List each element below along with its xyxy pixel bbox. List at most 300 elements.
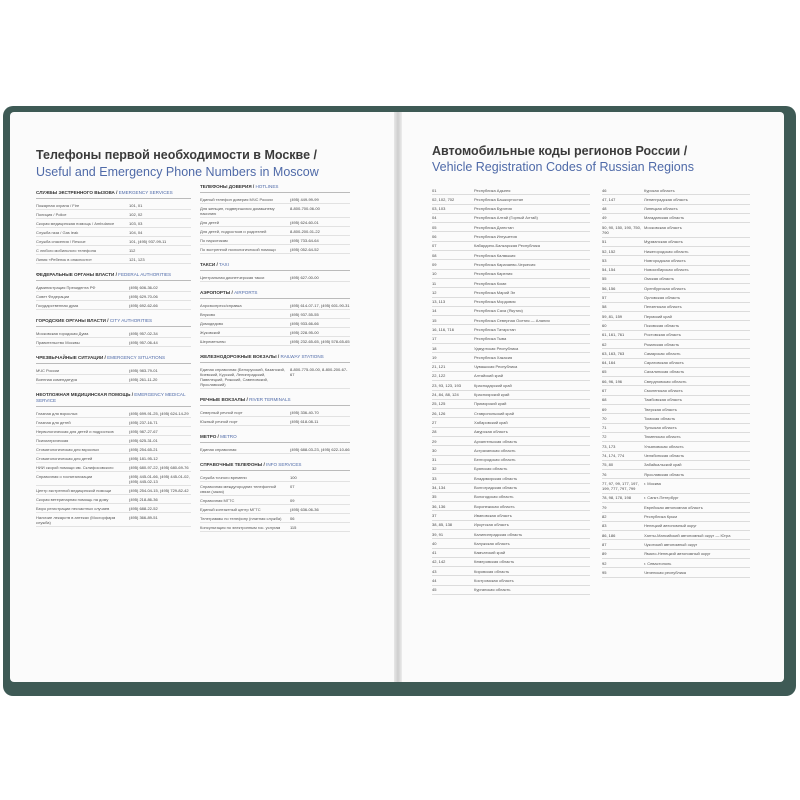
phone-service-name: Полиция / Police: [36, 211, 67, 217]
region-name: г. Санкт-Петербург: [644, 495, 679, 501]
phone-number: 112: [129, 247, 136, 253]
phone-section: [36, 392, 191, 527]
region-code: 13, 113: [432, 299, 446, 305]
phone-row: [36, 472, 191, 486]
region-row: [602, 550, 750, 559]
section-heading: [36, 355, 191, 364]
region-name: Свердловская область: [644, 378, 687, 384]
region-name: Ставропольский край: [474, 410, 514, 416]
section-heading-ru: СПРАВОЧНЫЕ ТЕЛЕФОНЫ /: [200, 462, 267, 467]
phone-row: [36, 283, 191, 292]
region-row: [602, 247, 750, 256]
phone-service-name: Нервологическая для детей и подростков: [36, 428, 114, 434]
region-code: 39, 91: [432, 531, 444, 537]
region-name: Чеченская республика: [644, 569, 687, 575]
section-heading-ru: ФЕДЕРАЛЬНЫЕ ОРГАНЫ ВЛАСТИ /: [36, 272, 119, 277]
phone-service-name: Единая справочная (Белорусский, Казанский, Киевский, Курский, Ленинградский, Павелецкий, Рижский, Савеловский, Ярославский): [200, 366, 285, 387]
phone-service-name: Служба спасения / Rescue: [36, 238, 86, 244]
phone-row: [200, 245, 350, 254]
phone-row: [200, 473, 350, 482]
phone-service-name: С любого мобильного телефона: [36, 247, 97, 253]
phone-number: (495) 232-65-65, (495) 578-65-65: [290, 338, 350, 344]
phone-number: 103, 03: [129, 220, 143, 226]
region-row: [602, 522, 750, 531]
region-codes-column-2: [602, 186, 750, 578]
region-code: 29: [432, 438, 437, 444]
region-code: 70: [602, 415, 607, 421]
phone-number: 8-800-775-00-00, 8-800-200-67-67: [290, 366, 348, 377]
region-name: Владимирская область: [474, 475, 518, 481]
phone-row: [200, 195, 350, 204]
region-row: [432, 372, 590, 381]
region-name: Калининградская область: [474, 531, 523, 537]
phone-service-name: Глазная для взрослых: [36, 410, 78, 416]
phone-service-name: Северный речной порт: [200, 409, 243, 415]
region-code: 64, 164: [602, 360, 616, 366]
phones-column-1: [36, 190, 191, 527]
phone-service-name: Южный речной порт: [200, 418, 238, 424]
region-name: Архангельская область: [474, 438, 518, 444]
region-row: [602, 396, 750, 405]
region-row: [432, 391, 590, 400]
phone-service-name: Справочная о госпитализации: [36, 473, 93, 479]
region-row: [432, 418, 590, 427]
region-row: [432, 400, 590, 409]
region-row: [602, 405, 750, 414]
phone-number: (495) 636-06-36: [290, 506, 319, 512]
phone-number: (495) 937-55-55: [290, 311, 319, 317]
region-row: [432, 567, 590, 576]
section-heading-en: INFO SERVICES: [266, 462, 302, 467]
region-name: Республика Карачаево-Черкесия: [474, 261, 536, 267]
phone-row: [36, 409, 191, 418]
region-code: 17: [432, 336, 437, 342]
phone-service-name: Жуковский: [200, 329, 220, 335]
page-title-ru: Телефоны первой необходимости в Москве /: [36, 148, 317, 162]
phone-service-name: Бюро регистрации несчастных случаев: [36, 505, 110, 511]
region-row: [432, 502, 590, 511]
region-code: 38, 85, 138: [432, 522, 453, 528]
phone-number: (495) 445-01-66, (495) 445-01-02, (495) 445-02-13: [129, 473, 190, 484]
region-row: [432, 186, 590, 195]
region-row: [432, 576, 590, 585]
phone-service-name: Линия «Ребенок в опасности»: [36, 256, 92, 262]
region-row: [432, 558, 590, 567]
region-row: [602, 266, 750, 275]
region-code: 50, 90, 150, 190, 750, 790: [602, 224, 641, 235]
region-row: [602, 284, 750, 293]
phone-service-name: Служба газа / Gas leak: [36, 229, 79, 235]
region-row: [432, 539, 590, 548]
region-row: [432, 484, 590, 493]
region-code: 49: [602, 215, 607, 221]
region-code: 46: [602, 187, 607, 193]
region-code: 83: [602, 523, 607, 529]
phone-row: [36, 201, 191, 210]
region-code: 18: [432, 345, 437, 351]
section-heading: [200, 354, 350, 363]
phone-number: (495) 957-02-34: [129, 330, 158, 336]
section-heading-ru: МЕТРО /: [200, 434, 221, 439]
region-name: Красноярский край: [474, 392, 510, 398]
phone-row: [200, 496, 350, 505]
region-row: [602, 503, 750, 512]
region-code: 58: [602, 304, 607, 310]
phone-row: [36, 486, 191, 495]
region-row: [602, 452, 750, 461]
phone-section: [200, 184, 350, 254]
region-name: Кемеровская область: [474, 559, 515, 565]
region-name: Тамбовская область: [644, 397, 682, 403]
page-title-ru: Автомобильные коды регионов России /: [432, 144, 688, 158]
region-row: [432, 298, 590, 307]
phone-number: 07: [290, 483, 295, 489]
region-row: [432, 242, 590, 251]
section-heading-ru: АЭРОПОРТЫ /: [200, 290, 235, 295]
region-code: 47, 147: [602, 196, 616, 202]
section-heading: [200, 184, 350, 193]
phone-row: [36, 513, 191, 527]
region-code: 82: [602, 514, 607, 520]
region-code: 19: [432, 354, 437, 360]
region-name: Курская область: [644, 187, 675, 193]
phone-number: 101, 01: [129, 202, 143, 208]
phone-number: 8-800-700-06-00: [290, 205, 320, 211]
phone-row: [200, 337, 350, 346]
phone-row: [36, 237, 191, 246]
region-name: Республика Татарстан: [474, 327, 516, 332]
phone-row: [200, 408, 350, 417]
region-name: Сахалинская область: [644, 369, 685, 375]
phone-number: (495) 254-65-21: [129, 446, 158, 452]
region-name: Кировская область: [474, 568, 510, 574]
region-name: Хабаровский край: [474, 419, 508, 425]
region-name: Самарская область: [644, 350, 681, 356]
phone-section: [36, 355, 191, 384]
region-code: 78, 98, 178, 198: [602, 495, 631, 501]
region-name: Московская область: [644, 224, 682, 230]
region-code: 28: [432, 429, 437, 435]
phone-service-name: По экстренной психологической помощи: [200, 246, 276, 252]
phone-row: [36, 418, 191, 427]
phone-service-name: Домодедово: [200, 320, 224, 326]
phone-number: (495) 181-95-12: [129, 455, 158, 461]
phone-row: [36, 246, 191, 255]
region-code: 56, 156: [602, 285, 616, 291]
phone-number: (495) 692-62-66: [129, 302, 158, 308]
phone-row: [200, 301, 350, 310]
region-row: [432, 530, 590, 539]
region-row: [602, 479, 750, 494]
region-name: Республика Калмыкия: [474, 252, 516, 258]
phone-service-name: Справочная МГТС: [200, 497, 235, 503]
region-code: 63, 163, 763: [602, 350, 625, 356]
region-code: 26, 126: [432, 410, 446, 416]
region-row: [432, 446, 590, 455]
phone-section: [36, 190, 191, 264]
section-heading-en: TAXI: [219, 262, 229, 267]
phone-service-name: Единый контактный центр МГТС: [200, 506, 261, 512]
region-name: Тверская область: [644, 406, 677, 412]
phone-row: [36, 375, 191, 384]
region-row: [432, 260, 590, 269]
region-row: [602, 461, 750, 470]
region-name: Липецкая область: [644, 206, 678, 212]
region-row: [602, 303, 750, 312]
region-code: 21, 121: [432, 364, 446, 370]
region-name: Магаданская область: [644, 215, 685, 221]
region-row: [602, 238, 750, 247]
region-row: [602, 195, 750, 204]
region-code: 24, 84, 88, 124: [432, 392, 459, 398]
phone-number: (495) 261-11-20: [129, 376, 158, 382]
region-row: [602, 513, 750, 522]
region-row: [602, 386, 750, 395]
region-name: Ленинградская область: [644, 196, 688, 202]
region-code: 06: [432, 234, 437, 240]
region-row: [602, 331, 750, 340]
region-row: [432, 465, 590, 474]
section-heading-ru: ТЕЛЕФОНЫ ДОВЕРИЯ /: [200, 184, 256, 189]
section-heading-ru: ТАКСИ /: [200, 262, 220, 267]
region-name: Вологодская область: [474, 494, 514, 500]
phone-section: [200, 290, 350, 346]
region-name: Республика Алтай (Горный Алтай): [474, 215, 538, 221]
region-code: 14: [432, 308, 437, 314]
region-code: 62: [602, 341, 607, 347]
region-row: [602, 186, 750, 195]
region-code: 54, 154: [602, 267, 616, 273]
region-name: Приморский край: [474, 401, 507, 407]
region-name: Республика Башкортостан: [474, 196, 524, 202]
region-row: [602, 377, 750, 386]
section-heading: [200, 434, 350, 443]
section-heading-en: EMERGENCY MEDICAL SERVICE: [36, 392, 186, 403]
region-name: Брянская область: [474, 466, 508, 472]
region-name: Пензенская область: [644, 304, 682, 310]
phone-number: (495) 624-60-01: [290, 219, 319, 225]
section-heading: [200, 262, 350, 271]
region-name: Ивановская область: [474, 512, 512, 518]
phone-service-name: Единый телефон доверия МЧС России: [200, 196, 273, 202]
phone-service-name: Московская городская Дума: [36, 330, 89, 336]
region-name: Республика Адыгея: [474, 187, 511, 193]
region-code: 86, 186: [602, 532, 616, 538]
phone-number: (495) 449-99-99: [290, 196, 319, 202]
region-row: [602, 340, 750, 349]
region-code: 75, 80: [602, 462, 614, 468]
region-name: Тульская область: [644, 425, 677, 431]
region-row: [602, 223, 750, 238]
region-name: Омская область: [644, 276, 675, 282]
left-page: [10, 112, 398, 682]
region-code: 37: [432, 512, 437, 518]
region-name: Ямало-Ненецкий автономный округ: [644, 551, 711, 557]
region-row: [432, 474, 590, 483]
region-row: [602, 359, 750, 368]
phone-service-name: Внуково: [200, 311, 216, 317]
region-name: Оренбургская область: [644, 285, 686, 291]
phone-number: (495) 987-27-67: [129, 428, 158, 434]
region-name: Иркутская область: [474, 522, 509, 528]
region-row: [432, 521, 590, 530]
phone-row: [36, 219, 191, 228]
region-code: 11: [432, 280, 437, 286]
region-name: Томская область: [644, 415, 676, 421]
region-name: Рязанская область: [644, 341, 680, 347]
section-heading: [200, 462, 350, 471]
phone-row: [36, 445, 191, 454]
region-code: 41: [432, 550, 437, 556]
region-row: [432, 344, 590, 353]
section-heading-en: CITY AUTHORITIES: [109, 318, 153, 323]
phone-service-name: Администрация Президента РФ: [36, 284, 96, 290]
region-code: 02, 102, 702: [432, 196, 455, 202]
region-row: [602, 424, 750, 433]
phone-service-name: Для детей, подростков и родителей: [200, 228, 267, 234]
region-name: Саратовская область: [644, 360, 684, 366]
section-heading: [36, 272, 191, 281]
phone-row: [36, 463, 191, 472]
region-code: 09: [432, 261, 437, 267]
region-name: Республика Карелия: [474, 271, 513, 277]
region-row: [602, 368, 750, 377]
phone-row: [200, 365, 350, 389]
region-row: [432, 214, 590, 223]
phone-row: [36, 301, 191, 310]
section-heading-en: AIRPORTS: [234, 290, 258, 295]
region-row: [602, 494, 750, 503]
phone-number: (495) 627-00-00: [290, 274, 319, 280]
region-code: 40: [432, 540, 437, 546]
region-name: Республика Бурятия: [474, 206, 512, 212]
phone-row: [36, 228, 191, 237]
region-row: [432, 363, 590, 372]
phone-row: [200, 514, 350, 523]
phone-row: [36, 255, 191, 264]
phone-row: [200, 505, 350, 514]
phone-service-name: По наркотикам: [200, 237, 228, 243]
region-code: 12: [432, 289, 437, 295]
phone-number: (495) 254-04-15, (495) 729-82-42: [129, 487, 189, 493]
region-code: 60: [602, 322, 607, 328]
phone-number: 101, (495) 937-99-11: [129, 238, 167, 244]
region-name: Ульяновская область: [644, 443, 684, 449]
region-name: Краснодарский край: [474, 382, 512, 388]
phone-service-name: Скорая медицинская помощь / Ambulance: [36, 220, 115, 226]
phone-row: [36, 436, 191, 445]
region-name: г. Москва: [644, 480, 661, 486]
phone-row: [36, 495, 191, 504]
section-heading-ru: ЖЕЛЕЗНОДОРОЖНЫЕ ВОКЗАЛЫ /: [200, 354, 281, 359]
region-code: 89: [602, 551, 607, 557]
phone-service-name: Для детей: [200, 219, 219, 225]
phone-number: 102, 02: [129, 211, 143, 217]
phone-row: [200, 482, 350, 496]
phone-row: [36, 210, 191, 219]
region-code: 31: [432, 457, 437, 463]
phone-service-name: Пожарная охрана / Fire: [36, 202, 80, 208]
region-code: 66, 96, 196: [602, 378, 623, 384]
region-code: 22, 122: [432, 373, 446, 379]
region-name: Волгоградская область: [474, 485, 518, 491]
region-row: [432, 307, 590, 316]
phone-number: 104, 04: [129, 229, 143, 235]
phone-number: (495) 680-97-22, (495) 680-69-76: [129, 464, 189, 470]
region-code: 76: [602, 471, 607, 477]
phone-number: (495) 733-64-64: [290, 237, 319, 243]
phones-column-2: [200, 184, 350, 532]
region-code: 95: [602, 569, 607, 575]
region-row: [602, 540, 750, 549]
phone-section: [200, 354, 350, 389]
region-name: Удмуртская Республика: [474, 345, 519, 351]
region-code: 87: [602, 541, 607, 547]
phone-number: 100: [290, 474, 297, 480]
region-row: [432, 428, 590, 437]
region-name: Белгородская область: [474, 457, 516, 463]
phone-service-name: Консультация по электронным гос. услугам: [200, 524, 281, 530]
region-name: Республика Марий Эл: [474, 289, 516, 295]
region-name: Костромская область: [474, 578, 514, 584]
region-name: Курганская область: [474, 587, 511, 593]
section-heading: [36, 318, 191, 327]
region-name: г. Севастополь: [644, 560, 672, 566]
region-name: Республика Северная Осетия — Алания: [474, 317, 550, 323]
region-row: [432, 288, 590, 297]
phone-row: [200, 227, 350, 236]
region-code: 03, 103: [432, 206, 446, 212]
region-code: 55: [602, 276, 607, 282]
section-heading-ru: ЧРЕЗВЫЧАЙНЫЕ СИТУАЦИИ /: [36, 355, 108, 360]
phone-section: [200, 262, 350, 282]
region-row: [432, 205, 590, 214]
region-row: [432, 493, 590, 502]
region-name: Республика Хакасия: [474, 354, 513, 360]
region-name: Тюменская область: [644, 434, 681, 440]
region-row: [602, 433, 750, 442]
region-name: Астраханская область: [474, 447, 516, 453]
region-name: Амурская область: [474, 429, 508, 435]
phone-number: (495) 237-16-71: [129, 419, 158, 425]
phone-service-name: МЧС России: [36, 367, 60, 373]
section-heading: [36, 190, 191, 199]
region-name: Республика Тыва: [474, 336, 507, 342]
region-name: Воронежская область: [474, 503, 515, 509]
region-code: 67: [602, 387, 607, 393]
phone-row: [200, 273, 350, 282]
phone-service-name: Наличие лекарств в аптеках (Мосгорфарм служба): [36, 514, 116, 525]
region-row: [432, 270, 590, 279]
phone-section: [200, 397, 350, 426]
region-code: 32: [432, 466, 437, 472]
region-code: 23, 93, 123, 193: [432, 382, 461, 388]
phone-row: [200, 218, 350, 227]
region-row: [432, 195, 590, 204]
region-row: [432, 549, 590, 558]
region-code: 51: [602, 239, 607, 245]
phone-service-name: Центральная диспетчерская такси: [200, 274, 265, 280]
region-code: 04: [432, 215, 437, 221]
region-row: [432, 353, 590, 362]
region-name: Камчатский край: [474, 550, 506, 556]
region-row: [432, 251, 590, 260]
region-row: [602, 312, 750, 321]
phone-service-name: Скорая ветеринарная помощь на дому: [36, 496, 109, 502]
region-row: [432, 409, 590, 418]
region-name: Республика Мордовия: [474, 299, 516, 305]
phone-service-name: Справочная междугородних телефонной связи (заказ): [200, 483, 277, 494]
